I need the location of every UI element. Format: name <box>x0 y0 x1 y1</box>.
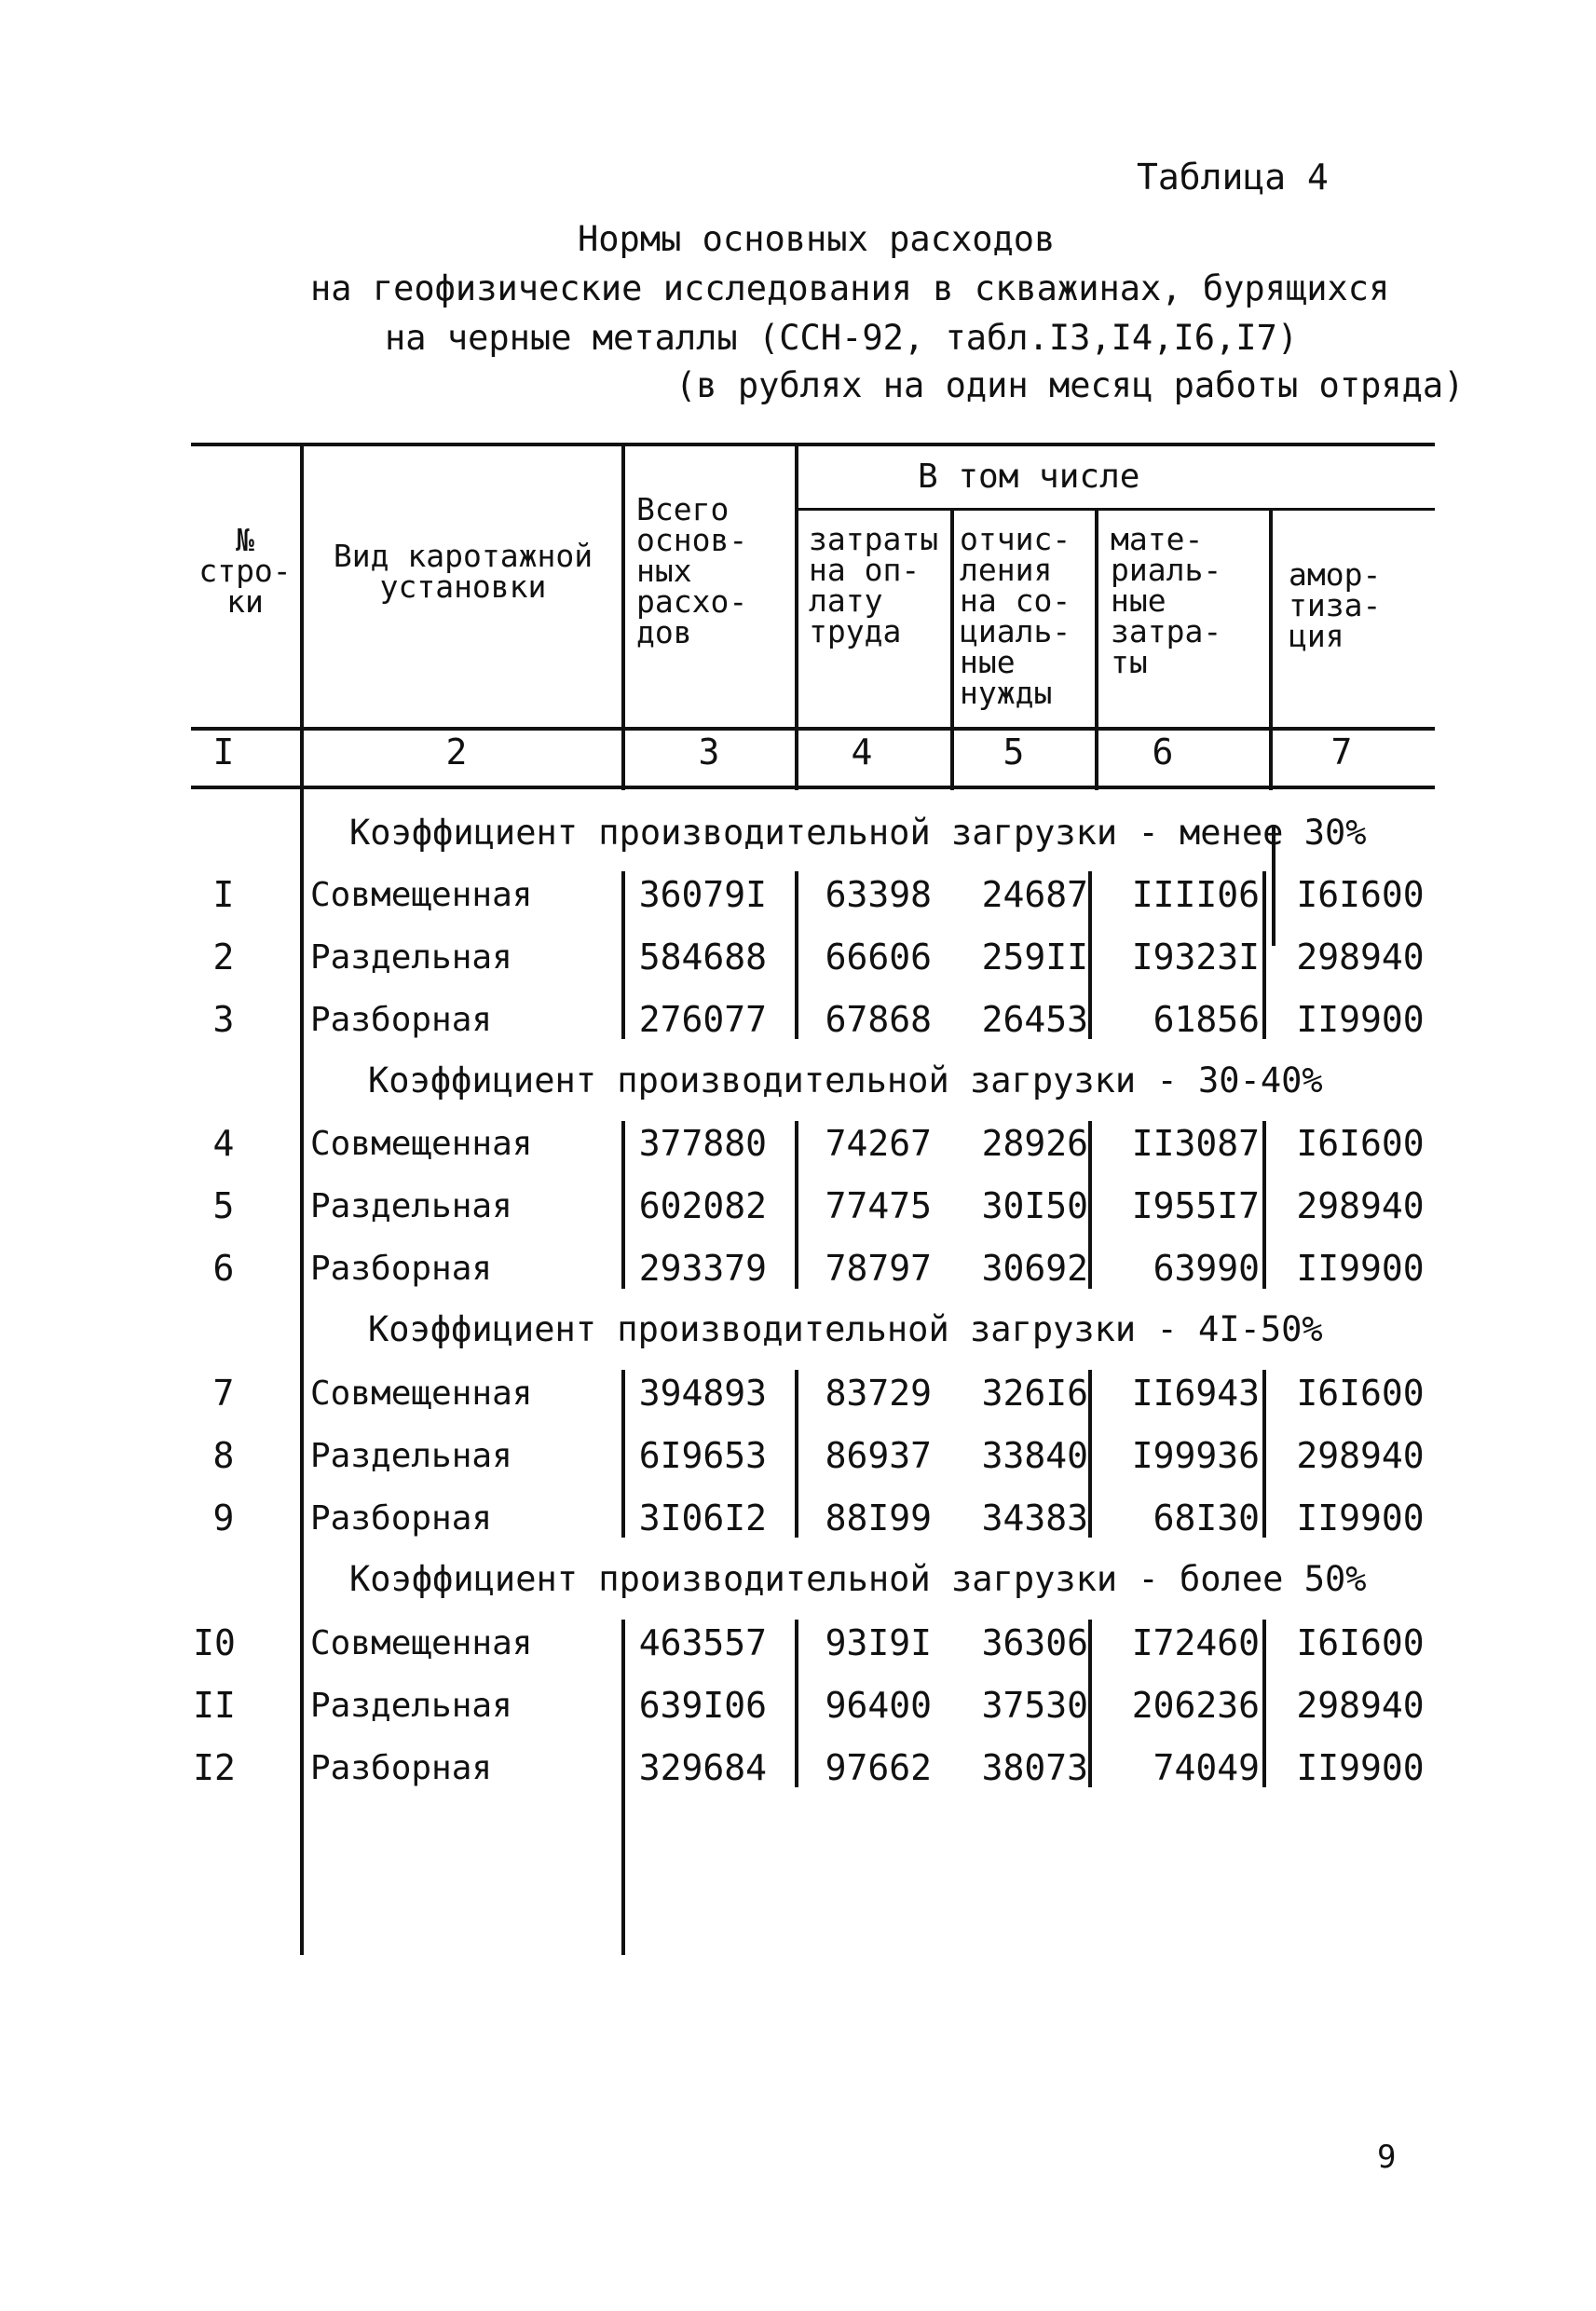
social-cost: 28926 <box>981 1123 1088 1164</box>
column-number: 2 <box>445 732 468 773</box>
social-cost: 26453 <box>981 999 1088 1040</box>
header-amortization: амор- тиза- ция <box>1289 556 1382 654</box>
cell-divider <box>795 871 798 1039</box>
material-cost: I72460 <box>1131 1622 1260 1663</box>
row-number: II <box>193 1685 236 1726</box>
cell-divider <box>1262 1620 1266 1787</box>
row-number: 4 <box>212 1123 235 1164</box>
cell-divider <box>621 871 625 1039</box>
social-cost: 326I6 <box>981 1373 1088 1414</box>
amortization-cost: 298940 <box>1296 1685 1425 1726</box>
labor-cost: 74267 <box>825 1123 932 1164</box>
social-cost: 33840 <box>981 1435 1088 1476</box>
cell-divider <box>621 1620 625 1955</box>
labor-cost: 78797 <box>825 1248 932 1289</box>
header-row-number: № стро- ки <box>198 522 292 620</box>
column-number: 3 <box>698 732 720 773</box>
labor-cost: 77475 <box>825 1185 932 1226</box>
installation-type: Совмещенная <box>310 1624 533 1662</box>
title-line-1: Нормы основных расходов <box>578 219 1056 259</box>
material-cost: II6943 <box>1131 1373 1260 1414</box>
amortization-cost: I6I600 <box>1296 874 1425 915</box>
column-number: 7 <box>1330 732 1353 773</box>
col-divider <box>1095 509 1098 790</box>
material-cost: 68I30 <box>1153 1497 1260 1538</box>
amortization-cost: 298940 <box>1296 1435 1425 1476</box>
colnum-bottom-rule <box>191 786 1435 789</box>
group-title: Коэффициент производительной загрузки - менее 30% <box>349 813 1367 853</box>
cell-divider <box>795 1620 798 1787</box>
installation-type: Раздельная <box>310 938 512 977</box>
header-labor: затраты на оп- лату труда <box>809 521 939 650</box>
social-cost: 38073 <box>981 1747 1088 1788</box>
cell-divider <box>1088 871 1092 1039</box>
social-cost: 30692 <box>981 1248 1088 1289</box>
total-cost: 584688 <box>638 937 767 978</box>
amortization-cost: I6I600 <box>1296 1373 1425 1414</box>
header-materials: мате- риаль- ные затра- ты <box>1111 521 1222 680</box>
col-divider <box>795 445 798 790</box>
amortization-cost: II9900 <box>1296 999 1425 1040</box>
total-cost: 329684 <box>638 1747 767 1788</box>
page-number: 9 <box>1377 2139 1397 2176</box>
labor-cost: 96400 <box>825 1685 932 1726</box>
cell-divider <box>1088 1121 1092 1289</box>
header-total: Всего основ- ных расхо- дов <box>636 491 748 650</box>
group-title: Коэффициент производительной загрузки - 30-40% <box>368 1060 1323 1101</box>
header-installation-type: Вид каротажной установки <box>333 538 593 605</box>
col-divider <box>950 509 954 790</box>
amortization-cost: 298940 <box>1296 937 1425 978</box>
installation-type: Раздельная <box>310 1437 512 1475</box>
column-number: 5 <box>1003 732 1025 773</box>
col-divider <box>621 445 625 790</box>
material-cost: II3087 <box>1131 1123 1260 1164</box>
cell-divider <box>621 1370 625 1538</box>
header-social: отчис- ления на со- циаль- ные нужды <box>960 521 1071 711</box>
material-cost: I9323I <box>1131 937 1260 978</box>
cell-divider <box>1088 1370 1092 1538</box>
total-cost: 394893 <box>638 1373 767 1414</box>
installation-type: Разборная <box>310 1499 493 1538</box>
row-number: 6 <box>212 1248 235 1289</box>
table-label: Таблица 4 <box>1137 157 1329 198</box>
total-cost: 293379 <box>638 1248 767 1289</box>
amortization-cost: I6I600 <box>1296 1123 1425 1164</box>
installation-type: Разборная <box>310 1749 493 1787</box>
cell-divider <box>795 1121 798 1289</box>
installation-type: Совмещенная <box>310 1125 533 1163</box>
col-divider <box>300 445 304 790</box>
labor-cost: 67868 <box>825 999 932 1040</box>
installation-type: Раздельная <box>310 1687 512 1725</box>
col-divider <box>1269 509 1273 790</box>
total-cost: 6I9653 <box>638 1435 767 1476</box>
social-cost: 24687 <box>981 874 1088 915</box>
title-line-3: на черные металлы (ССН-92, табл.I3,I4,I6,I7) <box>385 318 1299 358</box>
row-number: 2 <box>212 937 235 978</box>
cell-divider <box>1262 871 1266 1039</box>
installation-type: Разборная <box>310 1250 493 1288</box>
group-title: Коэффициент производительной загрузки - 4I-50% <box>368 1309 1323 1349</box>
header-including: В том числе <box>918 458 1140 496</box>
labor-cost: 63398 <box>825 874 932 915</box>
row-number: I <box>212 874 235 915</box>
column-number: 6 <box>1152 732 1174 773</box>
material-cost: 74049 <box>1153 1747 1260 1788</box>
labor-cost: 83729 <box>825 1373 932 1414</box>
row-number: 3 <box>212 999 235 1040</box>
total-cost: 276077 <box>638 999 767 1040</box>
column-number: 4 <box>851 732 873 773</box>
material-cost: 63990 <box>1153 1248 1260 1289</box>
social-cost: 30I50 <box>981 1185 1088 1226</box>
social-cost: 259II <box>981 937 1088 978</box>
table-top-rule <box>191 443 1435 446</box>
material-cost: 206236 <box>1131 1685 1260 1726</box>
installation-type: Совмещенная <box>310 1374 533 1413</box>
cell-divider <box>1088 1620 1092 1787</box>
amortization-cost: II9900 <box>1296 1747 1425 1788</box>
col-divider <box>300 790 304 1955</box>
total-cost: 3I06I2 <box>638 1497 767 1538</box>
total-cost: 602082 <box>638 1185 767 1226</box>
header-bottom-rule <box>191 727 1435 731</box>
social-cost: 36306 <box>981 1622 1088 1663</box>
social-cost: 37530 <box>981 1685 1088 1726</box>
labor-cost: 66606 <box>825 937 932 978</box>
group-title: Коэффициент производительной загрузки - более 50% <box>349 1559 1367 1599</box>
labor-cost: 86937 <box>825 1435 932 1476</box>
total-cost: 639I06 <box>638 1685 767 1726</box>
cell-divider <box>1262 1370 1266 1538</box>
material-cost: 61856 <box>1153 999 1260 1040</box>
amortization-cost: II9900 <box>1296 1248 1425 1289</box>
installation-type: Разборная <box>310 1001 493 1039</box>
title-line-2: на геофизические исследования в скважинах, бурящихся <box>310 268 1390 308</box>
row-number: 5 <box>212 1185 235 1226</box>
column-number: I <box>212 732 235 773</box>
labor-cost: 93I9I <box>825 1622 932 1663</box>
social-cost: 34383 <box>981 1497 1088 1538</box>
total-cost: 36079I <box>638 874 767 915</box>
subheader-rule <box>797 508 1435 511</box>
installation-type: Раздельная <box>310 1187 512 1225</box>
cell-divider <box>795 1370 798 1538</box>
material-cost: I99936 <box>1131 1435 1260 1476</box>
installation-type: Совмещенная <box>310 876 533 914</box>
total-cost: 463557 <box>638 1622 767 1663</box>
row-number: I0 <box>193 1622 236 1663</box>
row-number: 8 <box>212 1435 235 1476</box>
labor-cost: 88I99 <box>825 1497 932 1538</box>
amortization-cost: II9900 <box>1296 1497 1425 1538</box>
labor-cost: 97662 <box>825 1747 932 1788</box>
amortization-cost: I6I600 <box>1296 1622 1425 1663</box>
material-cost: IIII06 <box>1131 874 1260 915</box>
total-cost: 377880 <box>638 1123 767 1164</box>
amortization-cost: 298940 <box>1296 1185 1425 1226</box>
row-number: 9 <box>212 1497 235 1538</box>
material-cost: I955I7 <box>1131 1185 1260 1226</box>
cell-divider <box>1262 1121 1266 1289</box>
title-line-4: (в рублях на один месяц работы отряда) <box>675 365 1465 405</box>
cell-divider <box>621 1121 625 1289</box>
row-number: I2 <box>193 1747 236 1788</box>
row-number: 7 <box>212 1373 235 1414</box>
